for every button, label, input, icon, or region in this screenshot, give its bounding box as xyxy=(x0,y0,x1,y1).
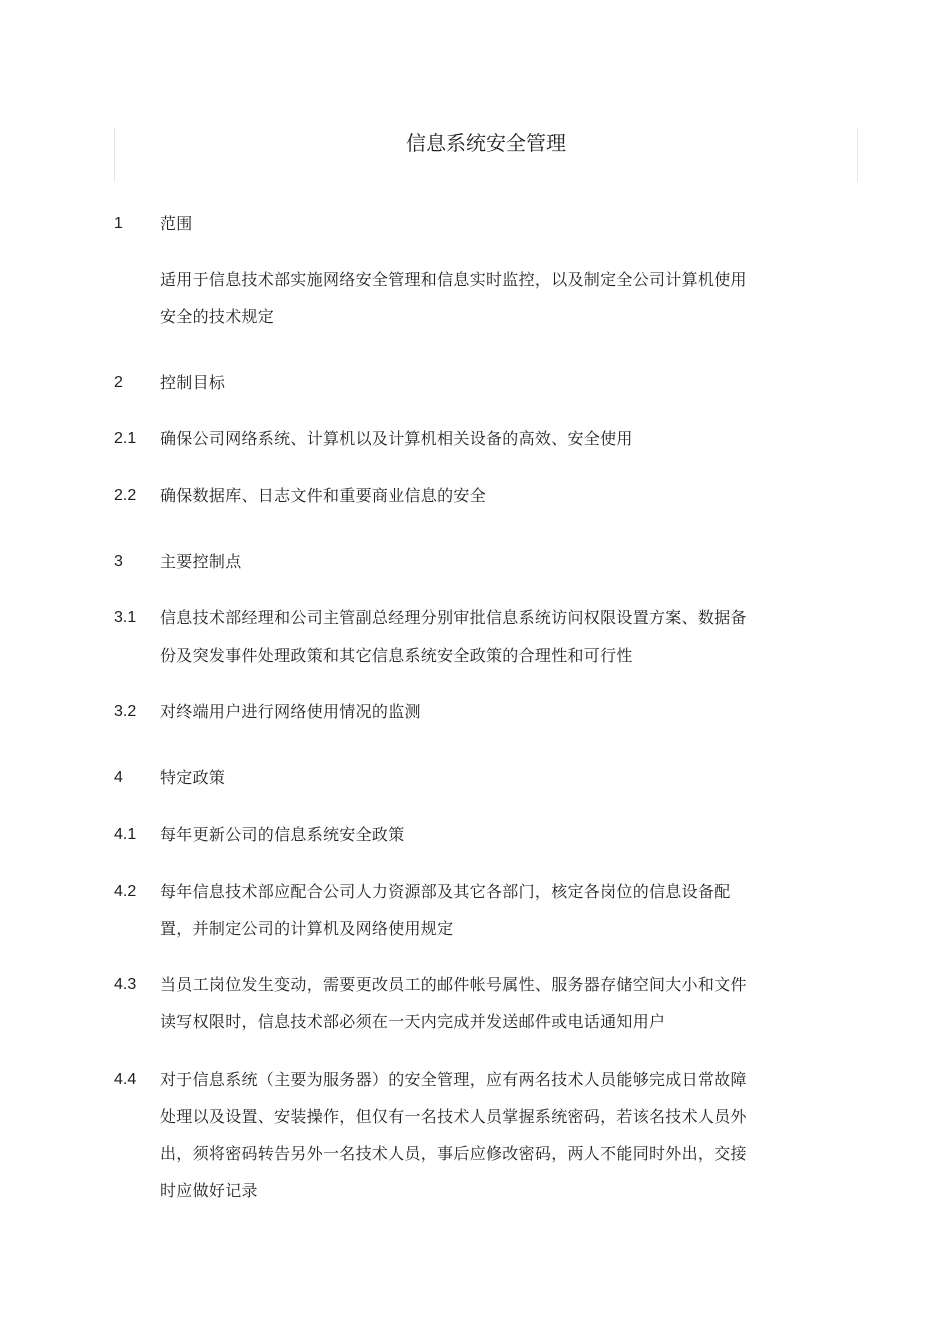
page-title: 信息系统安全管理 xyxy=(114,128,858,182)
item-text: 时应做好记录 xyxy=(160,1181,258,1200)
item-text: 份及突发事件处理政策和其它信息系统安全政策的合理性和可行性 xyxy=(160,646,633,665)
item-number: 4.4 xyxy=(114,1071,137,1088)
item-number: 2.1 xyxy=(114,430,137,447)
item-number: 2.2 xyxy=(114,487,137,504)
item-number: 4.1 xyxy=(114,826,137,843)
item-number: 4.2 xyxy=(114,883,137,900)
section-number: 1 xyxy=(114,215,123,232)
item-text: 对于信息系统（主要为服务器）的安全管理，应有两名技术人员能够完成日常故障 xyxy=(160,1070,747,1089)
item-number: 4.3 xyxy=(114,976,137,993)
item-text: 处理以及设置、安装操作，但仅有一名技术人员掌握系统密码，若该名技术人员外 xyxy=(160,1107,747,1126)
item-text: 读写权限时，信息技术部必须在一天内完成并发送邮件或电话通知用户 xyxy=(160,1012,666,1031)
item-text: 置，并制定公司的计算机及网络使用规定 xyxy=(160,919,454,938)
item-text: 确保数据库、日志文件和重要商业信息的安全 xyxy=(160,486,487,505)
item-number: 3.2 xyxy=(114,703,137,720)
section-text: 特定政策 xyxy=(160,768,226,787)
item-text: 确保公司网络系统、计算机以及计算机相关设备的高效、安全使用 xyxy=(160,429,633,448)
paragraph-line: 适用于信息技术部实施网络安全管理和信息实时监控，以及制定全公司计算机使用 xyxy=(160,270,747,289)
item-text: 当员工岗位发生变动，需要更改员工的邮件帐号属性、服务器存储空间大小和文件 xyxy=(160,975,747,994)
section-number: 3 xyxy=(114,553,123,570)
item-text: 出，须将密码转告另外一名技术人员，事后应修改密码，两人不能同时外出，交接 xyxy=(160,1144,747,1163)
paragraph-line: 安全的技术规定 xyxy=(160,307,275,326)
item-text: 信息技术部经理和公司主管副总经理分别审批信息系统访问权限设置方案、数据备 xyxy=(160,608,747,627)
section-text: 控制目标 xyxy=(160,373,226,392)
item-text: 每年更新公司的信息系统安全政策 xyxy=(160,825,405,844)
section-number: 2 xyxy=(114,374,123,391)
section-text: 主要控制点 xyxy=(160,552,242,571)
item-text: 每年信息技术部应配合公司人力资源部及其它各部门，核定各岗位的信息设备配 xyxy=(160,882,731,901)
item-text: 对终端用户进行网络使用情况的监测 xyxy=(160,702,421,721)
section-number: 4 xyxy=(114,769,123,786)
item-number: 3.1 xyxy=(114,609,137,626)
section-text: 范围 xyxy=(160,214,193,233)
